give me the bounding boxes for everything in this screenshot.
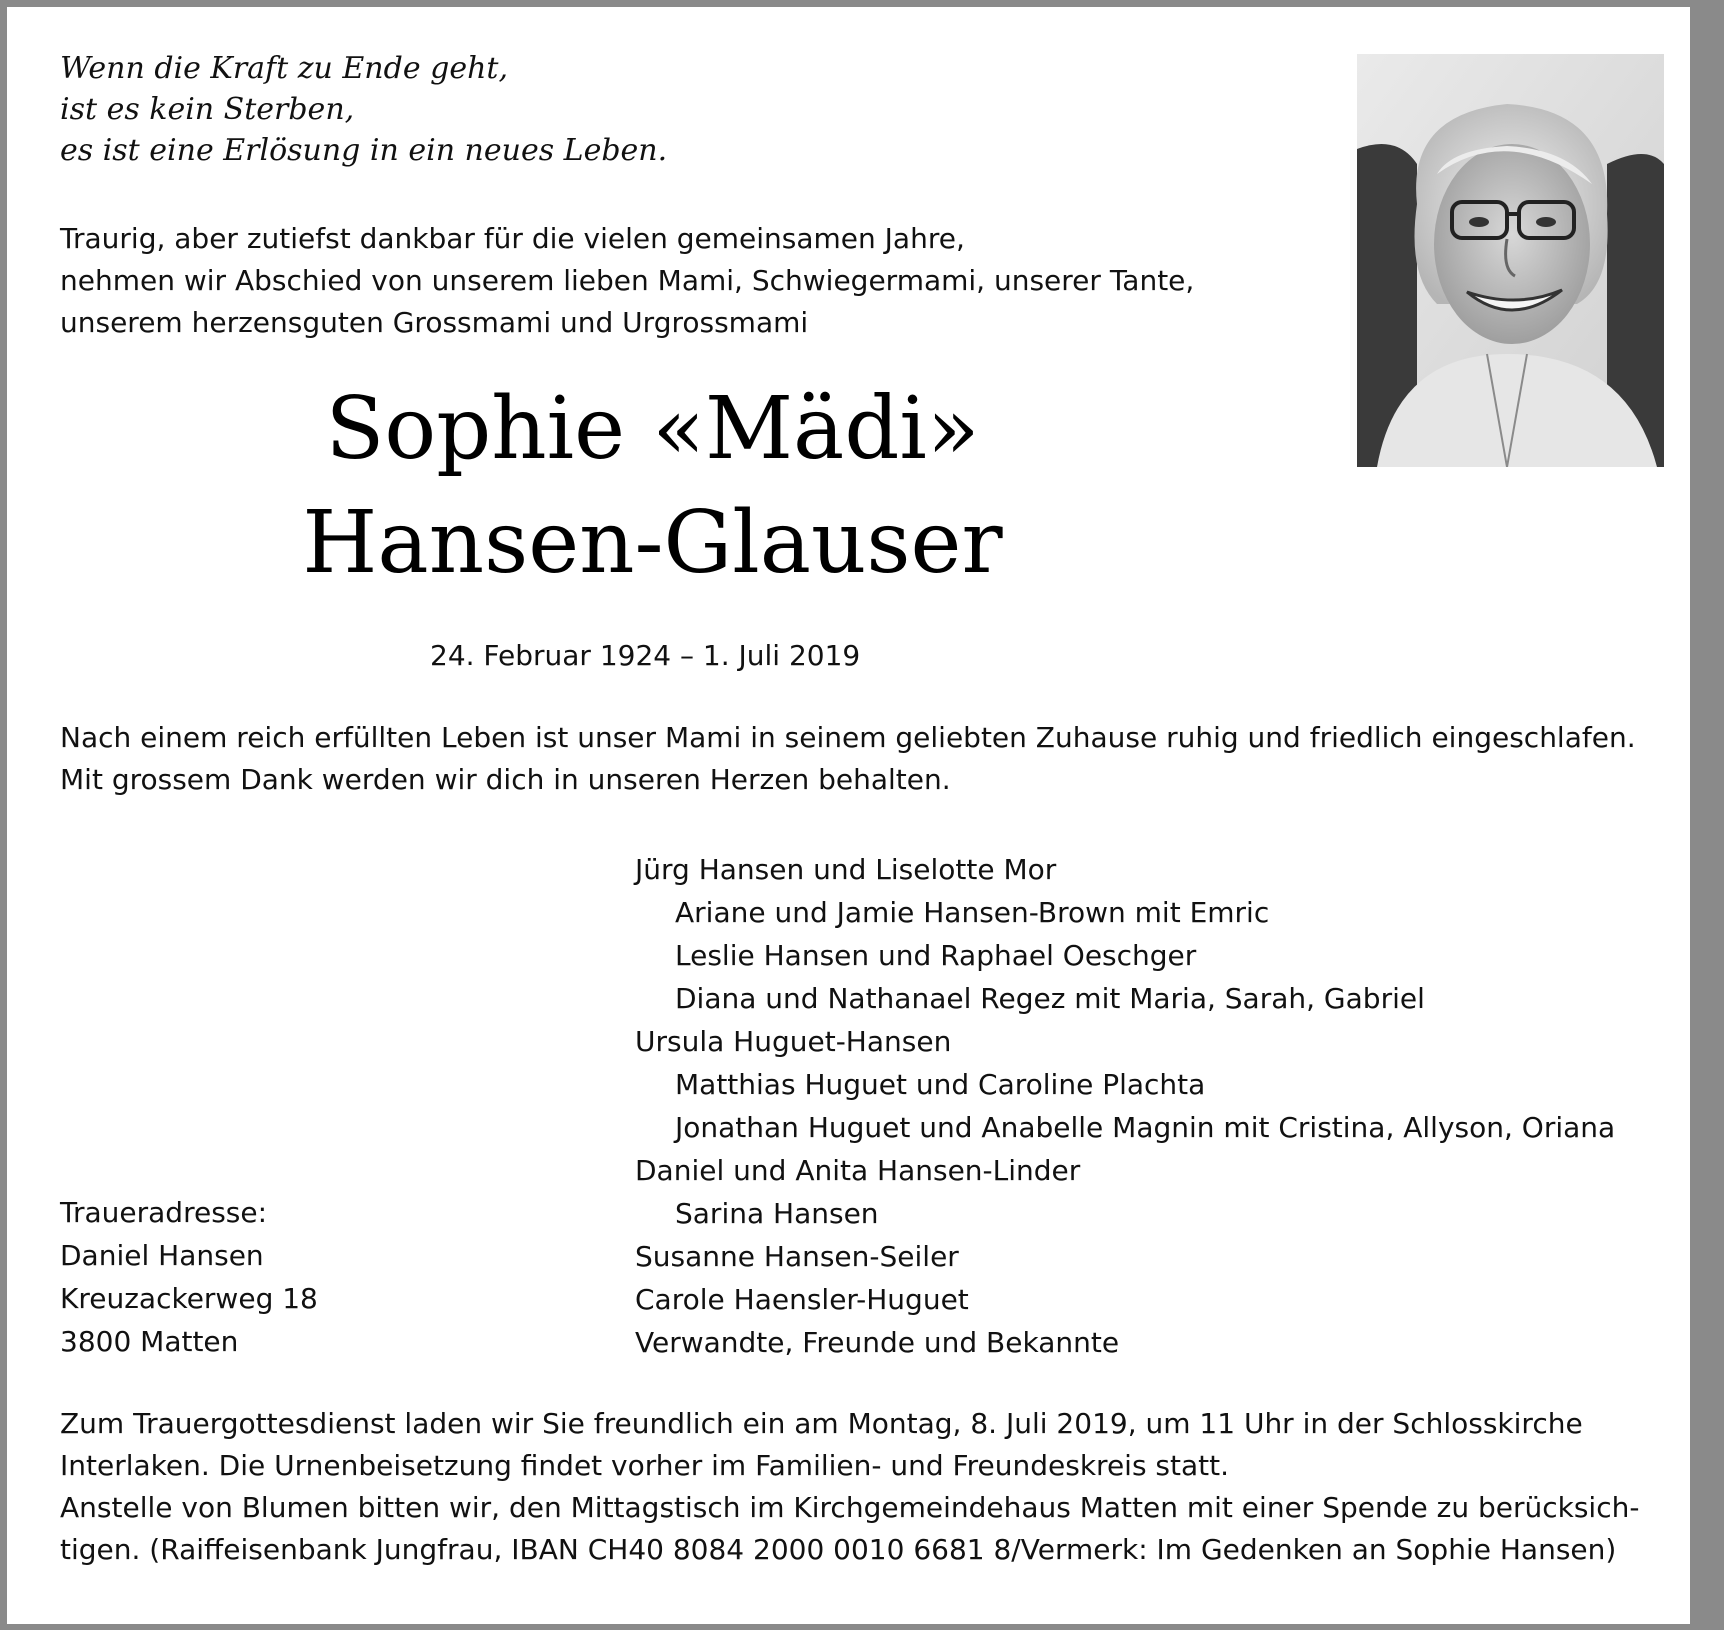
mourner: Jonathan Huguet und Anabelle Magnin mit Cristina, Allyson, Oriana bbox=[675, 1111, 1616, 1144]
mourner: Ursula Huguet-Hansen bbox=[635, 1025, 952, 1058]
address-line: Daniel Hansen bbox=[60, 1239, 264, 1272]
intro-line: unserem herzensguten Grossmami und Urgrossmami bbox=[60, 306, 809, 339]
poem bbox=[60, 48, 667, 171]
mourning-address bbox=[60, 1191, 318, 1363]
intro-line: nehmen wir Abschied von unserem lieben Mami, Schwiegermami, unserer Tante, bbox=[60, 264, 1195, 297]
footer-line: tigen. (Raiffeisenbank Jungfrau, IBAN CH40 8084 2000 0010 6681 8/Vermerk: Im Gedenken an Sophie Hansen) bbox=[60, 1533, 1617, 1566]
mourner: Carole Haensler-Huguet bbox=[635, 1283, 969, 1316]
name-line: Hansen-Glauser bbox=[302, 493, 1003, 593]
mourner: Verwandte, Freunde und Bekannte bbox=[635, 1326, 1120, 1359]
mourners-list bbox=[635, 848, 1615, 1364]
mourner: Leslie Hansen und Raphael Oeschger bbox=[675, 939, 1197, 972]
body-text bbox=[60, 717, 1636, 801]
body-line: Nach einem reich erfüllten Leben ist unser Mami in seinem geliebten Zuhause ruhig und friedlich eingeschlafen. bbox=[60, 721, 1636, 754]
footer-line: Anstelle von Blumen bitten wir, den Mittagstisch im Kirchgemeindehaus Matten mit einer Spende zu berücksich- bbox=[60, 1491, 1640, 1524]
poem-line: es ist eine Erlösung in ein neues Leben. bbox=[60, 133, 668, 168]
deceased-name bbox=[240, 372, 1065, 600]
poem-line: ist es kein Sterben, bbox=[60, 92, 355, 127]
mourner: Ariane und Jamie Hansen-Brown mit Emric bbox=[675, 896, 1270, 929]
mourner: Jürg Hansen und Liselotte Mor bbox=[635, 853, 1057, 886]
address-line: Kreuzackerweg 18 bbox=[60, 1282, 318, 1315]
mourner: Daniel und Anita Hansen-Linder bbox=[635, 1154, 1081, 1187]
life-dates: 24. Februar 1924 – 1. Juli 2019 bbox=[430, 639, 861, 672]
name-line: Sophie «Mädi» bbox=[325, 379, 980, 479]
poem-line: Wenn die Kraft zu Ende geht, bbox=[60, 51, 508, 86]
portrait-photo bbox=[1357, 54, 1664, 467]
footer-line: Zum Trauergottesdienst laden wir Sie freundlich ein am Montag, 8. Juli 2019, um 11 Uhr in der Schlosskirche bbox=[60, 1407, 1583, 1440]
mourner: Diana und Nathanael Regez mit Maria, Sarah, Gabriel bbox=[675, 982, 1425, 1015]
service-info bbox=[60, 1403, 1639, 1571]
mourner: Sarina Hansen bbox=[675, 1197, 879, 1230]
intro-line: Traurig, aber zutiefst dankbar für die vielen gemeinsamen Jahre, bbox=[60, 222, 965, 255]
mourner: Matthias Huguet und Caroline Plachta bbox=[675, 1068, 1206, 1101]
address-line: 3800 Matten bbox=[60, 1325, 239, 1358]
body-line: Mit grossem Dank werden wir dich in unseren Herzen behalten. bbox=[60, 763, 951, 796]
address-line: Traueradresse: bbox=[60, 1196, 268, 1229]
mourner: Susanne Hansen-Seiler bbox=[635, 1240, 959, 1273]
intro-text bbox=[60, 218, 1194, 344]
footer-line: Interlaken. Die Urnenbeisetzung findet vorher im Familien- und Freundeskreis statt. bbox=[60, 1449, 1230, 1482]
